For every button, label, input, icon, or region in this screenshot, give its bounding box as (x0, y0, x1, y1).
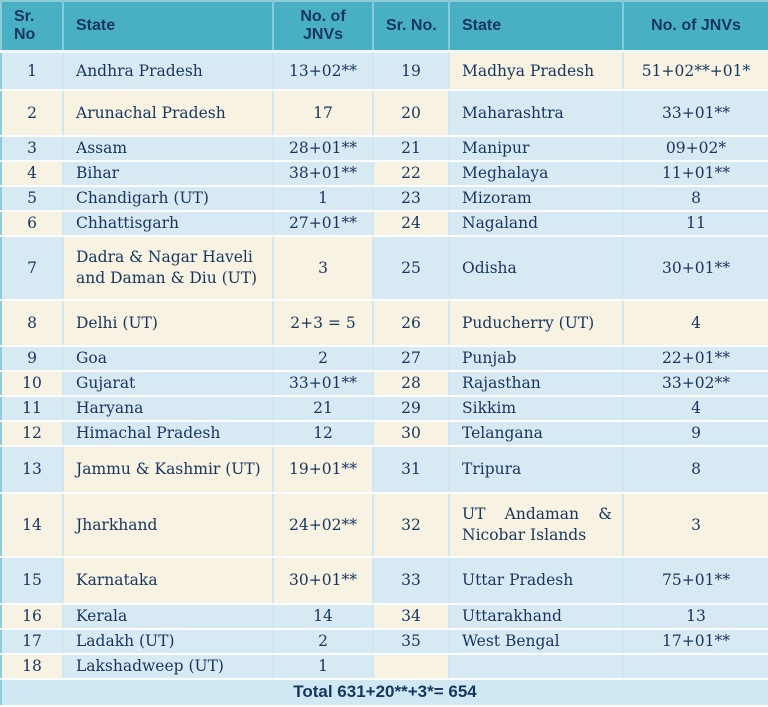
cell-sr: 15 (1, 557, 63, 604)
cell-state: Sikkim (449, 396, 623, 421)
cell-jnvs: 22+01** (623, 346, 768, 371)
cell-sr: 31 (373, 446, 449, 493)
cell-jnvs: 12 (273, 421, 373, 446)
cell-state: Chandigarh (UT) (63, 186, 273, 211)
cell-state: Manipur (449, 136, 623, 161)
header-sr-no-right: Sr. No. (373, 1, 449, 52)
cell-jnvs: 2 (273, 346, 373, 371)
cell-jnvs: 2 (273, 629, 373, 654)
cell-jnvs: 8 (623, 186, 768, 211)
cell-jnvs: 8 (623, 446, 768, 493)
cell-jnvs: 17 (273, 90, 373, 136)
cell-sr: 26 (373, 300, 449, 346)
cell-state: Bihar (63, 161, 273, 186)
cell-sr: 3 (1, 136, 63, 161)
table-row (1, 629, 768, 654)
cell-jnvs: 33+01** (623, 90, 768, 136)
cell-sr: 13 (1, 446, 63, 493)
cell-sr: 32 (373, 493, 449, 557)
table-row (1, 421, 768, 446)
cell-sr: 12 (1, 421, 63, 446)
cell-jnvs: 9 (623, 421, 768, 446)
cell-state: Jharkhand (63, 493, 273, 557)
cell-state: Meghalaya (449, 161, 623, 186)
header-state-left: State (63, 1, 273, 52)
cell-sr: 7 (1, 236, 63, 300)
cell-jnvs: 30+01** (623, 236, 768, 300)
cell-state: Nagaland (449, 211, 623, 236)
cell-jnvs: 38+01** (273, 161, 373, 186)
cell-state: Karnataka (63, 557, 273, 604)
cell-sr: 6 (1, 211, 63, 236)
cell-sr: 9 (1, 346, 63, 371)
cell-jnvs: 1 (273, 654, 373, 679)
cell-sr: 18 (1, 654, 63, 679)
table-row (1, 211, 768, 236)
cell-state: Madhya Pradesh (449, 52, 623, 91)
table-row (1, 604, 768, 629)
table-row (1, 136, 768, 161)
cell-state: Tripura (449, 446, 623, 493)
cell-jnvs: 3 (273, 236, 373, 300)
header-jnvs-right: No. of JNVs (623, 1, 768, 52)
cell-jnvs: 33+02** (623, 371, 768, 396)
cell-jnvs: 33+01** (273, 371, 373, 396)
cell-state: Punjab (449, 346, 623, 371)
cell-sr: 17 (1, 629, 63, 654)
cell-jnvs: 4 (623, 300, 768, 346)
cell-jnvs: 11 (623, 211, 768, 236)
header-row (1, 1, 768, 52)
cell-sr: 27 (373, 346, 449, 371)
table-row (1, 557, 768, 604)
table-row (1, 90, 768, 136)
cell-sr: 22 (373, 161, 449, 186)
cell-sr: 14 (1, 493, 63, 557)
cell-sr: 20 (373, 90, 449, 136)
cell-state: Chhattisgarh (63, 211, 273, 236)
cell-jnvs: 28+01** (273, 136, 373, 161)
cell-jnvs: 13+02** (273, 52, 373, 91)
cell-jnvs: 4 (623, 396, 768, 421)
cell-state: Ladakh (UT) (63, 629, 273, 654)
cell-jnvs: 75+01** (623, 557, 768, 604)
cell-jnvs: 17+01** (623, 629, 768, 654)
cell-state: Jammu & Kashmir (UT) (63, 446, 273, 493)
cell-sr: 33 (373, 557, 449, 604)
cell-sr: 4 (1, 161, 63, 186)
cell-jnvs: 09+02* (623, 136, 768, 161)
cell-sr: 21 (373, 136, 449, 161)
header-sr-no-left: Sr. No (1, 1, 63, 52)
cell-sr: 24 (373, 211, 449, 236)
table-row (1, 186, 768, 211)
cell-jnvs: 21 (273, 396, 373, 421)
cell-state: Andhra Pradesh (63, 52, 273, 91)
table-row (1, 371, 768, 396)
table-row (1, 446, 768, 493)
cell-state: Delhi (UT) (63, 300, 273, 346)
cell-jnvs (623, 654, 768, 679)
cell-state: Mizoram (449, 186, 623, 211)
cell-jnvs: 30+01** (273, 557, 373, 604)
cell-state: Himachal Pradesh (63, 421, 273, 446)
cell-sr: 5 (1, 186, 63, 211)
cell-state: Puducherry (UT) (449, 300, 623, 346)
cell-state: Dadra & Nagar Haveli and Daman & Diu (UT) (63, 236, 273, 300)
header-jnvs-left: No. of JNVs (273, 1, 373, 52)
cell-sr (373, 654, 449, 679)
cell-jnvs: 24+02** (273, 493, 373, 557)
cell-state: Goa (63, 346, 273, 371)
cell-state: Uttarakhand (449, 604, 623, 629)
cell-jnvs: 27+01** (273, 211, 373, 236)
cell-sr: 16 (1, 604, 63, 629)
cell-jnvs: 13 (623, 604, 768, 629)
total-label: Total 631+20**+3*= 654 (1, 679, 768, 706)
cell-state: Gujarat (63, 371, 273, 396)
cell-sr: 29 (373, 396, 449, 421)
cell-jnvs: 11+01** (623, 161, 768, 186)
cell-sr: 30 (373, 421, 449, 446)
table-row (1, 493, 768, 557)
cell-state: Uttar Pradesh (449, 557, 623, 604)
cell-state: Odisha (449, 236, 623, 300)
cell-sr: 34 (373, 604, 449, 629)
cell-sr: 28 (373, 371, 449, 396)
total-row (1, 679, 768, 706)
table-row (1, 346, 768, 371)
table-row (1, 654, 768, 679)
cell-sr: 2 (1, 90, 63, 136)
cell-state: Maharashtra (449, 90, 623, 136)
cell-sr: 25 (373, 236, 449, 300)
cell-state: Assam (63, 136, 273, 161)
table-row (1, 396, 768, 421)
cell-jnvs: 19+01** (273, 446, 373, 493)
cell-state: West Bengal (449, 629, 623, 654)
cell-state: Haryana (63, 396, 273, 421)
cell-state: Lakshadweep (UT) (63, 654, 273, 679)
cell-sr: 19 (373, 52, 449, 91)
cell-state: UT Andaman & Nicobar Islands (449, 493, 623, 557)
cell-jnvs: 3 (623, 493, 768, 557)
cell-state: Rajasthan (449, 371, 623, 396)
header-state-right: State (449, 1, 623, 52)
cell-sr: 11 (1, 396, 63, 421)
table-row (1, 300, 768, 346)
table-row (1, 236, 768, 300)
cell-jnvs: 14 (273, 604, 373, 629)
cell-sr: 23 (373, 186, 449, 211)
table-row (1, 52, 768, 91)
table-row (1, 161, 768, 186)
cell-state: Telangana (449, 421, 623, 446)
cell-jnvs: 1 (273, 186, 373, 211)
cell-jnvs: 2+3 = 5 (273, 300, 373, 346)
cell-sr: 1 (1, 52, 63, 91)
cell-jnvs: 51+02**+01* (623, 52, 768, 91)
cell-state: Arunachal Pradesh (63, 90, 273, 136)
cell-state: Kerala (63, 604, 273, 629)
cell-sr: 10 (1, 371, 63, 396)
cell-state (449, 654, 623, 679)
cell-sr: 35 (373, 629, 449, 654)
cell-sr: 8 (1, 300, 63, 346)
